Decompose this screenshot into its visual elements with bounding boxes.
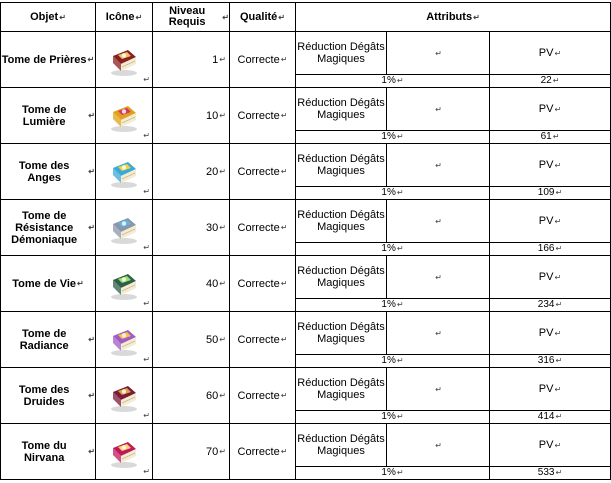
stat-value-cell: 22 ↵: [489, 74, 611, 88]
stat-value: 316: [537, 355, 555, 366]
item-icon-cell: [95, 255, 153, 312]
stat-value: 234: [537, 299, 555, 310]
stat-value-cell: 316 ↵: [489, 354, 611, 368]
level-value: 50: [206, 333, 219, 346]
empty-attribute-cell: ↵: [386, 255, 490, 299]
attribute-value-cell: 1% ↵: [295, 354, 490, 368]
paragraph-mark: ↵: [143, 299, 150, 308]
quality-cell: Correcte ↵: [229, 143, 296, 200]
item-name: Tome de Résistance Démoniaque: [11, 209, 78, 246]
attribute-name-cell: [295, 255, 387, 299]
attribute-value: 1%: [381, 355, 396, 366]
crimson-tome-icon: [107, 379, 141, 413]
stat-value: 414: [537, 411, 555, 422]
header-niveau: Niveau Requis ↵: [152, 2, 230, 32]
stat-name: PV: [538, 271, 554, 283]
empty-attribute-cell: ↵: [386, 367, 490, 411]
header-niveau-label: Niveau Requis: [168, 5, 206, 28]
attribute-value-cell: 1% ↵: [295, 298, 490, 312]
attribute-name-cell: [295, 311, 387, 355]
header-objet: Objet ↵: [0, 2, 96, 32]
item-name-cell: Tome de Lumière ↵: [0, 87, 96, 144]
quality-value: Correcte: [237, 109, 280, 122]
empty-attribute-cell: ↵: [386, 199, 490, 243]
stat-name: PV: [538, 215, 554, 227]
header-icone: Icône ↵: [95, 2, 153, 32]
header-qualite-label: Qualité: [240, 10, 278, 23]
item-icon-cell: [95, 143, 153, 200]
item-name-cell: Tome de Résistance Démoniaque ↵: [0, 199, 96, 256]
stat-value-cell: 234 ↵: [489, 298, 611, 312]
stat-value: 166: [537, 243, 555, 254]
stat-name-cell: PV ↵: [489, 31, 611, 75]
stat-name: PV: [538, 439, 554, 451]
gold-tome-icon: [107, 99, 141, 133]
header-objet-label: Objet: [30, 10, 59, 23]
stat-name-cell: PV ↵: [489, 87, 611, 131]
stat-name-cell: PV ↵: [489, 199, 611, 243]
attribute-name: Réduction Dégâts Magiques: [297, 377, 385, 401]
stat-name-cell: PV ↵: [489, 367, 611, 411]
attribute-value: 1%: [381, 243, 396, 254]
attribute-value: 1%: [381, 467, 396, 478]
silver-tome-icon: [107, 211, 141, 245]
header-attributs-label: Attributs: [426, 10, 473, 23]
item-icon-cell: [95, 423, 153, 480]
quality-cell: Correcte ↵: [229, 311, 296, 368]
header-icone-label: Icône: [105, 10, 135, 23]
level-cell: 70 ↵: [152, 423, 230, 480]
attribute-name: Réduction Dégâts Magiques: [297, 265, 385, 289]
item-name: Tome de Prières: [1, 53, 87, 66]
quality-cell: Correcte ↵: [229, 423, 296, 480]
item-name-cell: Tome de Vie ↵: [0, 255, 96, 312]
item-name-cell: Tome de Radiance ↵: [0, 311, 96, 368]
attribute-name: Réduction Dégâts Magiques: [297, 153, 385, 177]
item-icon-cell: [95, 367, 153, 424]
item-name: Tome de Radiance: [19, 327, 69, 352]
stat-name: PV: [538, 159, 554, 171]
attribute-value: 1%: [381, 131, 396, 142]
item-name: Tome du Nirvana: [21, 439, 67, 464]
empty-attribute-cell: ↵: [386, 423, 490, 467]
paragraph-mark: ↵: [143, 243, 150, 252]
item-name: Tome de Vie: [12, 277, 77, 290]
attribute-value: 1%: [381, 75, 396, 86]
stat-value-cell: 414 ↵: [489, 410, 611, 424]
attribute-value: 1%: [381, 299, 396, 310]
green-tome-icon: [107, 267, 141, 301]
header-attributs: Attributs ↵: [295, 2, 611, 32]
header-qualite: Qualité ↵: [229, 2, 296, 32]
stat-value: 22: [540, 75, 552, 86]
item-name: Tome des Anges: [18, 159, 70, 184]
quality-cell: Correcte ↵: [229, 31, 296, 88]
stat-value-cell: 109 ↵: [489, 186, 611, 200]
item-name-cell: Tome des Druides ↵: [0, 367, 96, 424]
attribute-value-cell: 1% ↵: [295, 466, 490, 480]
quality-cell: Correcte ↵: [229, 367, 296, 424]
attribute-name: Réduction Dégâts Magiques: [297, 209, 385, 233]
quality-value: Correcte: [237, 333, 280, 346]
level-value: 60: [206, 389, 219, 402]
red-tome-icon: [107, 43, 141, 77]
attribute-name-cell: [295, 31, 387, 75]
item-icon-cell: [95, 31, 153, 88]
paragraph-mark: ↵: [143, 131, 150, 140]
level-value: 70: [206, 445, 219, 458]
attribute-value: 1%: [381, 411, 396, 422]
blue-tome-icon: [107, 155, 141, 189]
level-cell: 20 ↵: [152, 143, 230, 200]
level-value: 30: [206, 221, 219, 234]
quality-cell: Correcte ↵: [229, 255, 296, 312]
paragraph-mark: ↵: [143, 75, 150, 84]
stat-value-cell: 61 ↵: [489, 130, 611, 144]
item-name: Tome de Lumière: [21, 103, 67, 128]
stat-name-cell: PV ↵: [489, 423, 611, 467]
stat-name-cell: PV ↵: [489, 143, 611, 187]
level-cell: 30 ↵: [152, 199, 230, 256]
violet-tome-icon: [107, 323, 141, 357]
stat-name-cell: PV ↵: [489, 311, 611, 355]
empty-attribute-cell: ↵: [386, 31, 490, 75]
item-name: Tome des Druides: [18, 383, 70, 408]
pink-tome-icon: [107, 435, 141, 469]
level-cell: 10 ↵: [152, 87, 230, 144]
attribute-name-cell: [295, 87, 387, 131]
stat-name: PV: [538, 47, 554, 59]
quality-value: Correcte: [237, 277, 280, 290]
quality-value: Correcte: [237, 445, 280, 458]
attribute-value-cell: 1% ↵: [295, 186, 490, 200]
attribute-value-cell: 1% ↵: [295, 410, 490, 424]
stat-name: PV: [538, 103, 554, 115]
stat-value-cell: 166 ↵: [489, 242, 611, 256]
paragraph-mark: ↵: [143, 467, 150, 476]
quality-value: Correcte: [237, 221, 280, 234]
paragraph-mark: ↵: [143, 187, 150, 196]
stat-value: 533: [537, 467, 555, 478]
attribute-value-cell: 1% ↵: [295, 130, 490, 144]
level-cell: 50 ↵: [152, 311, 230, 368]
attribute-name: Réduction Dégâts Magiques: [297, 321, 385, 345]
level-cell: 40 ↵: [152, 255, 230, 312]
stat-value: 61: [540, 131, 552, 142]
quality-value: Correcte: [237, 389, 280, 402]
item-icon-cell: [95, 199, 153, 256]
level-value: 1: [212, 53, 219, 66]
empty-attribute-cell: ↵: [386, 311, 490, 355]
quality-cell: Correcte ↵: [229, 87, 296, 144]
quality-cell: Correcte ↵: [229, 199, 296, 256]
stat-value-cell: 533 ↵: [489, 466, 611, 480]
quality-value: Correcte: [237, 53, 280, 66]
attribute-name-cell: [295, 143, 387, 187]
item-name-cell: Tome du Nirvana ↵: [0, 423, 96, 480]
attribute-value-cell: 1% ↵: [295, 242, 490, 256]
level-value: 10: [206, 109, 219, 122]
attribute-value: 1%: [381, 187, 396, 198]
stat-name-cell: PV ↵: [489, 255, 611, 299]
paragraph-mark: ↵: [143, 411, 150, 420]
empty-attribute-cell: ↵: [386, 87, 490, 131]
item-name-cell: Tome de Prières ↵: [0, 31, 96, 88]
level-cell: 1 ↵: [152, 31, 230, 88]
empty-attribute-cell: ↵: [386, 143, 490, 187]
level-value: 40: [206, 277, 219, 290]
attribute-name: Réduction Dégâts Magiques: [297, 41, 385, 65]
attribute-name-cell: [295, 199, 387, 243]
level-value: 20: [206, 165, 219, 178]
stat-name: PV: [538, 327, 554, 339]
item-icon-cell: [95, 87, 153, 144]
paragraph-mark: ↵: [143, 355, 150, 364]
item-icon-cell: [95, 311, 153, 368]
stat-value: 109: [537, 187, 555, 198]
item-name-cell: Tome des Anges ↵: [0, 143, 96, 200]
attribute-name-cell: [295, 423, 387, 467]
attribute-name-cell: [295, 367, 387, 411]
attribute-value-cell: 1% ↵: [295, 74, 490, 88]
stat-name: PV: [538, 383, 554, 395]
quality-value: Correcte: [237, 165, 280, 178]
attribute-name: Réduction Dégâts Magiques: [297, 97, 385, 121]
level-cell: 60 ↵: [152, 367, 230, 424]
attribute-name: Réduction Dégâts Magiques: [297, 433, 385, 457]
